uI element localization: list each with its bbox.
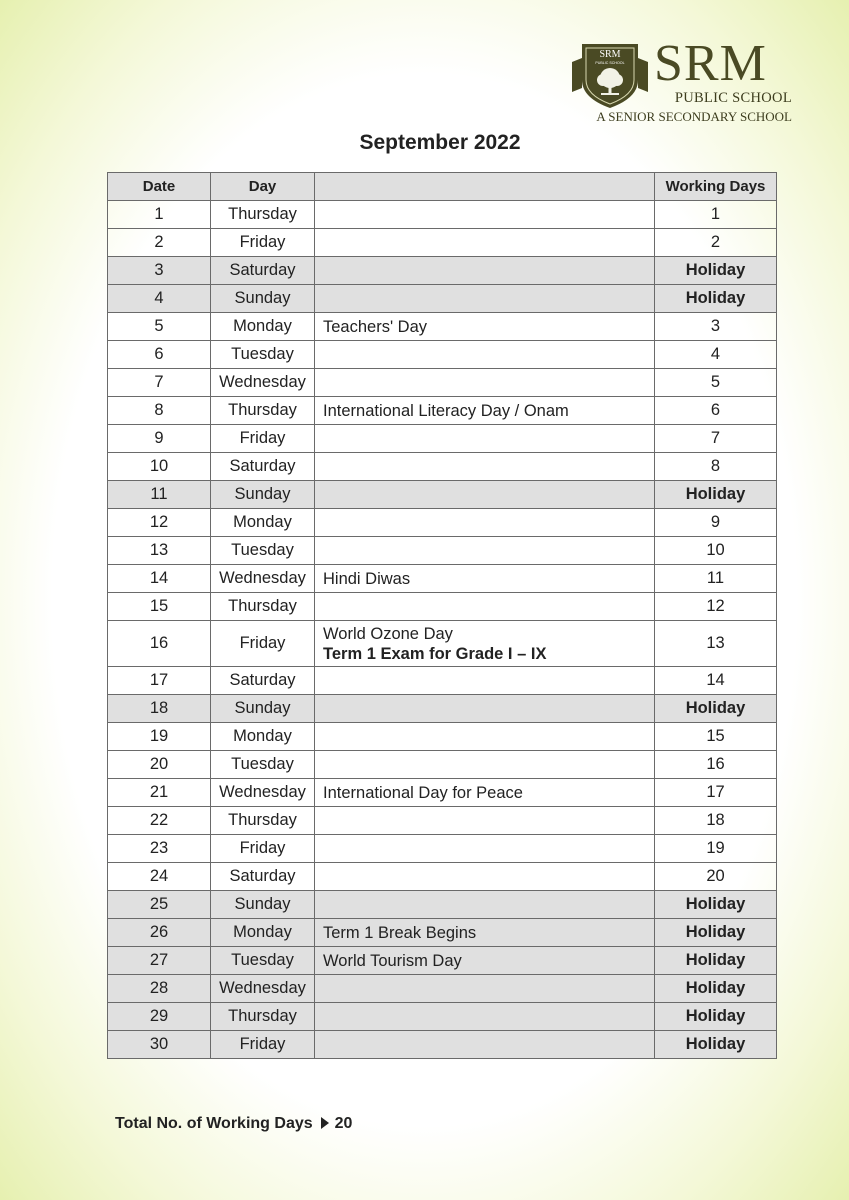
day-cell: Monday [211, 313, 315, 341]
event-text: World Ozone Day [323, 624, 453, 643]
date-cell: 21 [108, 779, 211, 807]
working-day-cell: 16 [655, 751, 777, 779]
table-row [108, 667, 777, 695]
table-row [108, 397, 777, 425]
date-cell: 1 [108, 201, 211, 229]
event-cell [315, 779, 655, 807]
event-cell [315, 807, 655, 835]
day-cell: Tuesday [211, 537, 315, 565]
date-cell: 5 [108, 313, 211, 341]
event-cell [315, 257, 655, 285]
logo-name: SRM [654, 35, 767, 92]
event-cell [315, 313, 655, 341]
logo-subtitle: PUBLIC SCHOOL [674, 90, 792, 106]
working-day-cell: 7 [655, 425, 777, 453]
date-cell: 30 [108, 1031, 211, 1059]
event-cell [315, 537, 655, 565]
date-cell: 16 [108, 621, 211, 667]
table-row [108, 975, 777, 1003]
event-cell [315, 695, 655, 723]
date-cell: 13 [108, 537, 211, 565]
table-row [108, 481, 777, 509]
triangle-right-icon [321, 1117, 329, 1129]
working-day-cell: 19 [655, 835, 777, 863]
working-day-cell: 1 [655, 201, 777, 229]
day-cell: Thursday [211, 807, 315, 835]
table-row [108, 369, 777, 397]
event-text: Hindi Diwas [323, 569, 411, 588]
table-row [108, 229, 777, 257]
event-cell [315, 425, 655, 453]
day-cell: Monday [211, 919, 315, 947]
table-row [108, 257, 777, 285]
table-row [108, 947, 777, 975]
event-cell [315, 565, 655, 593]
event-cell [315, 593, 655, 621]
date-cell: 14 [108, 565, 211, 593]
header-working-days: Working Days [655, 173, 777, 201]
day-cell: Wednesday [211, 975, 315, 1003]
day-cell: Saturday [211, 257, 315, 285]
working-day-cell: 2 [655, 229, 777, 257]
day-cell: Wednesday [211, 369, 315, 397]
day-cell: Friday [211, 425, 315, 453]
working-day-cell: Holiday [655, 695, 777, 723]
day-cell: Friday [211, 835, 315, 863]
working-day-cell: 17 [655, 779, 777, 807]
event-cell [315, 201, 655, 229]
day-cell: Friday [211, 621, 315, 667]
event-cell [315, 919, 655, 947]
table-row [108, 863, 777, 891]
table-row [108, 695, 777, 723]
event-cell [315, 751, 655, 779]
table-row [108, 593, 777, 621]
table-row [108, 509, 777, 537]
date-cell: 25 [108, 891, 211, 919]
day-cell: Thursday [211, 1003, 315, 1031]
date-cell: 7 [108, 369, 211, 397]
date-cell: 4 [108, 285, 211, 313]
event-cell [315, 1031, 655, 1059]
day-cell: Thursday [211, 201, 315, 229]
event-cell [315, 1003, 655, 1031]
date-cell: 2 [108, 229, 211, 257]
working-day-cell: Holiday [655, 1003, 777, 1031]
working-day-cell: Holiday [655, 481, 777, 509]
logo-tagline: A SENIOR SECONDARY SCHOOL [596, 109, 792, 124]
date-cell: 20 [108, 751, 211, 779]
table-row [108, 341, 777, 369]
table-row [108, 723, 777, 751]
date-cell: 3 [108, 257, 211, 285]
event-text: Term 1 Break Begins [323, 923, 477, 942]
event-cell [315, 229, 655, 257]
working-day-cell: 4 [655, 341, 777, 369]
working-day-cell: Holiday [655, 257, 777, 285]
event-cell [315, 667, 655, 695]
working-day-cell: 12 [655, 593, 777, 621]
day-cell: Saturday [211, 667, 315, 695]
working-day-cell: 20 [655, 863, 777, 891]
working-day-cell: 15 [655, 723, 777, 751]
day-cell: Monday [211, 723, 315, 751]
working-day-cell: 10 [655, 537, 777, 565]
date-cell: 11 [108, 481, 211, 509]
day-cell: Sunday [211, 695, 315, 723]
date-cell: 18 [108, 695, 211, 723]
event-cell [315, 975, 655, 1003]
working-day-cell: 5 [655, 369, 777, 397]
date-cell: 17 [108, 667, 211, 695]
day-cell: Sunday [211, 481, 315, 509]
emblem-text: SRM [599, 49, 621, 60]
day-cell: Tuesday [211, 751, 315, 779]
working-day-cell: Holiday [655, 919, 777, 947]
header-date: Date [108, 173, 211, 201]
event-cell [315, 453, 655, 481]
date-cell: 29 [108, 1003, 211, 1031]
table-row [108, 453, 777, 481]
event-cell [315, 947, 655, 975]
table-row [108, 313, 777, 341]
date-cell: 28 [108, 975, 211, 1003]
working-day-cell: 3 [655, 313, 777, 341]
day-cell: Saturday [211, 453, 315, 481]
table-row [108, 565, 777, 593]
working-day-cell: 18 [655, 807, 777, 835]
date-cell: 22 [108, 807, 211, 835]
working-day-cell: Holiday [655, 1031, 777, 1059]
date-cell: 27 [108, 947, 211, 975]
emblem-subtext: PUBLIC SCHOOL [595, 61, 625, 65]
event-text: World Tourism Day [323, 951, 462, 970]
header-events [315, 173, 655, 201]
event-text: Term 1 Exam for Grade I – IX [323, 644, 547, 663]
day-cell: Wednesday [211, 565, 315, 593]
school-crest-icon [570, 40, 650, 110]
day-cell: Tuesday [211, 341, 315, 369]
working-day-cell: Holiday [655, 975, 777, 1003]
date-cell: 24 [108, 863, 211, 891]
event-text: International Literacy Day / Onam [323, 401, 569, 420]
table-row [108, 201, 777, 229]
table-row [108, 537, 777, 565]
table-row [108, 285, 777, 313]
date-cell: 19 [108, 723, 211, 751]
table-row [108, 621, 777, 667]
date-cell: 12 [108, 509, 211, 537]
date-cell: 6 [108, 341, 211, 369]
table-row [108, 807, 777, 835]
event-text: Teachers' Day [323, 317, 428, 336]
day-cell: Friday [211, 1031, 315, 1059]
day-cell: Thursday [211, 593, 315, 621]
event-cell [315, 397, 655, 425]
date-cell: 8 [108, 397, 211, 425]
working-day-cell: 13 [655, 621, 777, 667]
table-row [108, 835, 777, 863]
table-row [108, 1031, 777, 1059]
event-cell [315, 509, 655, 537]
table-header-row [108, 173, 777, 201]
event-cell [315, 723, 655, 751]
day-cell: Sunday [211, 285, 315, 313]
table-row [108, 751, 777, 779]
table-row [108, 425, 777, 453]
total-working-days [115, 1115, 352, 1133]
event-cell [315, 863, 655, 891]
event-cell [315, 481, 655, 509]
event-cell [315, 341, 655, 369]
calendar-body [108, 201, 777, 1059]
date-cell: 9 [108, 425, 211, 453]
working-day-cell: Holiday [655, 285, 777, 313]
event-cell [315, 369, 655, 397]
day-cell: Wednesday [211, 779, 315, 807]
day-cell: Friday [211, 229, 315, 257]
header-day: Day [211, 173, 315, 201]
day-cell: Tuesday [211, 947, 315, 975]
event-cell [315, 621, 655, 667]
table-row [108, 779, 777, 807]
working-day-cell: Holiday [655, 947, 777, 975]
day-cell: Sunday [211, 891, 315, 919]
total-working-days-label: Total No. of Working Days [115, 1115, 313, 1132]
working-day-cell: 14 [655, 667, 777, 695]
date-cell: 23 [108, 835, 211, 863]
date-cell: 26 [108, 919, 211, 947]
event-cell [315, 891, 655, 919]
day-cell: Saturday [211, 863, 315, 891]
working-day-cell: 11 [655, 565, 777, 593]
working-day-cell: 9 [655, 509, 777, 537]
total-working-days-value: 20 [334, 1115, 353, 1132]
date-cell: 10 [108, 453, 211, 481]
working-day-cell: Holiday [655, 891, 777, 919]
day-cell: Thursday [211, 397, 315, 425]
table-row [108, 891, 777, 919]
page-title: September 2022 [359, 131, 521, 154]
table-row [108, 919, 777, 947]
working-day-cell: 6 [655, 397, 777, 425]
school-logo [570, 35, 800, 126]
event-text: International Day for Peace [323, 783, 523, 802]
calendar-table [107, 172, 777, 1059]
day-cell: Monday [211, 509, 315, 537]
working-day-cell: 8 [655, 453, 777, 481]
table-row [108, 1003, 777, 1031]
event-cell [315, 835, 655, 863]
date-cell: 15 [108, 593, 211, 621]
event-cell [315, 285, 655, 313]
